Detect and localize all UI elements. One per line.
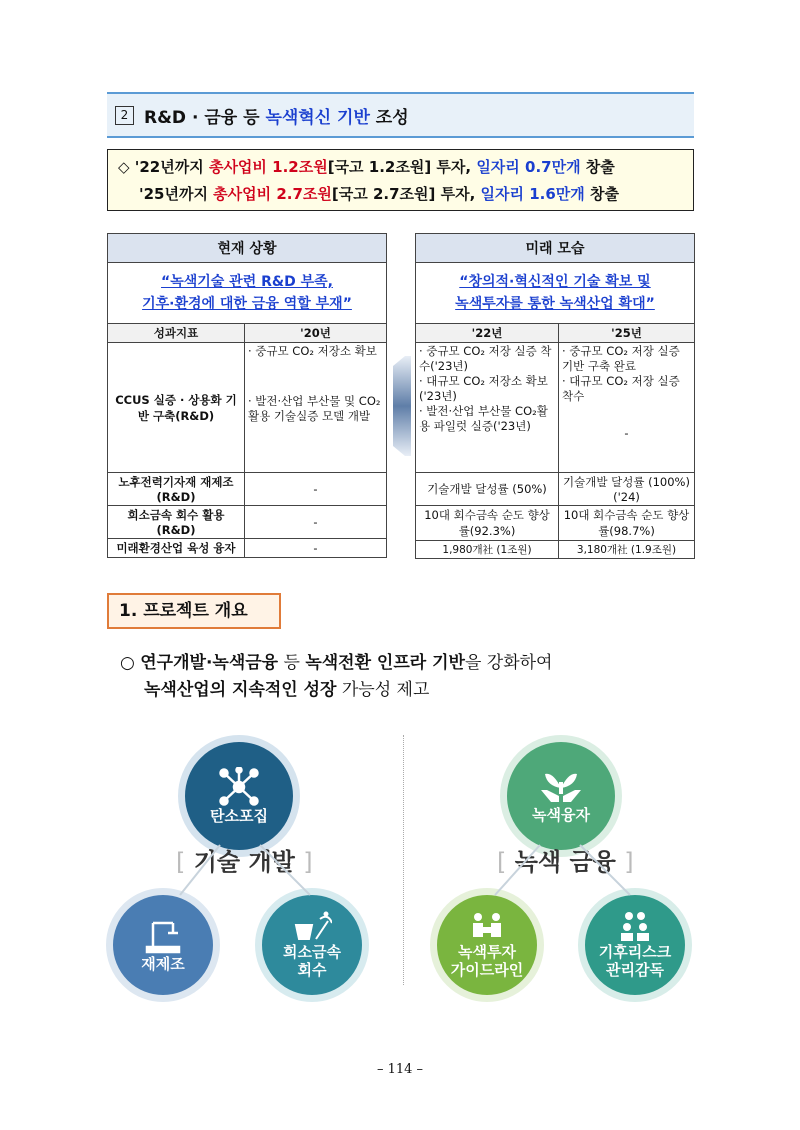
circle-bullet-icon: ○ xyxy=(120,653,135,673)
bracket-open: [ xyxy=(497,848,507,876)
cell-ccus-2022-a: · 중규모 CO₂ 저장 실증 착수('23년) xyxy=(419,344,552,373)
col-2022: '22년 xyxy=(416,324,559,343)
goal-detail: [국고 1.2조원] 투자, xyxy=(327,158,472,176)
rare-metal-circle xyxy=(255,888,369,1002)
robot-arm-icon xyxy=(143,917,183,955)
cell-rare-metal-2022: 10대 회수금속 순도 향상률(92.3%) xyxy=(416,506,559,541)
current-summary-line1: “녹색기술 관련 R&D 부족, xyxy=(161,274,333,290)
overview-text-3: 가능성 제고 xyxy=(336,680,430,700)
cell-ccus-2025 xyxy=(559,343,695,473)
people-money-icon xyxy=(467,911,507,943)
overview-bold-2: 녹색전환 인프라 기반 xyxy=(305,653,465,673)
row-label-rare-metal: 희소금속 회수 활용(R&D) xyxy=(108,506,245,539)
goal-jobs: 일자리 1.6만개 xyxy=(480,185,585,203)
goal-detail: [국고 2.7조원] 투자, xyxy=(331,185,476,203)
cell-ccus-2022-b: · 대규모 CO₂ 저장소 확보('23년) xyxy=(419,374,548,403)
goal-year: '25년까지 xyxy=(139,185,208,203)
connector-fin-left xyxy=(495,845,540,895)
overview-bold-3: 녹색산업의 지속적인 성장 xyxy=(144,680,337,700)
hands-plant-icon xyxy=(539,768,583,806)
remanufacture-label: 재제조 xyxy=(141,955,185,973)
overview-body xyxy=(120,650,700,704)
section-title-suffix: 조성 xyxy=(369,107,409,128)
connector-fin-right xyxy=(580,845,630,895)
diamond-bullet-icon: ◇ xyxy=(118,158,130,176)
carbon-capture-label: 탄소포집 xyxy=(210,807,268,825)
overview-title: 1. 프로젝트 개요 xyxy=(107,593,281,629)
col-2025: '25년 xyxy=(559,324,695,343)
bracket-close: ] xyxy=(624,848,634,876)
goal-tail: 창출 xyxy=(590,185,619,203)
current-status-table xyxy=(107,233,387,558)
goal-line-1 xyxy=(118,156,615,177)
col-2020: '20년 xyxy=(245,324,387,343)
cell-rare-metal-2020: - xyxy=(245,506,387,539)
cell-ccus-2020-b: · 발전·산업 부산물 및 CO₂활용 기술실증 모델 개발 xyxy=(248,394,381,423)
bracket-open: [ xyxy=(176,848,186,876)
cell-remanufacture-2025: 기술개발 달성률 (100%)('24) xyxy=(559,473,695,506)
molecule-icon xyxy=(216,767,262,807)
future-summary xyxy=(416,263,695,324)
connector-tech-left xyxy=(180,845,220,895)
cell-ccus-2020 xyxy=(245,343,387,473)
green-investment-circle xyxy=(430,888,544,1002)
cell-ccus-2020-a: · 중규모 CO₂ 저장소 확보 xyxy=(248,344,377,358)
cell-ccus-2022 xyxy=(416,343,559,473)
row-label-remanufacture: 노후전력기자재 재제조(R&D) xyxy=(108,473,245,506)
transition-arrow-icon xyxy=(393,356,411,456)
climate-risk-circle xyxy=(578,888,692,1002)
section-header xyxy=(107,92,694,138)
row-label-ccus: CCUS 실증 · 상용화 기반 구축(R&D) xyxy=(108,343,245,473)
overview-text-2: 을 강화하여 xyxy=(464,653,553,673)
remanufacture-circle xyxy=(106,888,220,1002)
cell-ccus-2025-c: - xyxy=(624,426,629,440)
climate-risk-label-2: 관리감독 xyxy=(606,961,664,979)
future-table xyxy=(415,233,695,559)
current-header: 현재 상황 xyxy=(108,234,387,263)
cell-loan-2020: - xyxy=(245,539,387,558)
green-investment-label-1: 녹색투자 xyxy=(458,943,516,961)
goal-year: '22년까지 xyxy=(134,158,204,176)
connector-tech-right xyxy=(260,845,313,895)
goals-box xyxy=(107,149,694,211)
section-title-prefix: R&D · 금융 등 xyxy=(144,107,266,128)
tech-group-label: 기술 개발 xyxy=(193,848,295,876)
goal-jobs: 일자리 0.7만개 xyxy=(476,158,581,176)
cell-rare-metal-2025: 10대 회수금속 순도 향상률(98.7%) xyxy=(559,506,695,541)
goal-line-2 xyxy=(139,183,619,204)
overview-text-1: 등 xyxy=(278,653,306,673)
climate-risk-label-1: 기후리스크 xyxy=(598,943,672,961)
cell-ccus-2022-c: · 발전·산업 부산물 CO₂활용 파일럿 실증('23년) xyxy=(419,404,548,433)
green-investment-label-2: 가이드라인 xyxy=(450,961,524,979)
cell-ccus-2025-a: · 중규모 CO₂ 저장 실증 기반 구축 완료 xyxy=(562,344,680,373)
section-title-highlight: 녹색혁신 기반 xyxy=(265,107,370,128)
cell-ccus-2025-b: · 대규모 CO₂ 저장 실증 착수 xyxy=(562,374,680,403)
rare-metal-label-1: 희소금속 xyxy=(283,943,341,961)
row-label-loan: 미래환경산업 육성 융자 xyxy=(108,539,245,558)
future-header: 미래 모습 xyxy=(416,234,695,263)
rare-metal-label-2: 회수 xyxy=(297,961,327,979)
page-number: – 114 – xyxy=(376,1062,424,1077)
cell-remanufacture-2020: - xyxy=(245,473,387,506)
current-summary xyxy=(108,263,387,324)
cell-remanufacture-2022: 기술개발 달성률 (50%) xyxy=(416,473,559,506)
future-summary-line2: 녹색투자를 통한 녹색산업 확대” xyxy=(455,296,655,312)
goal-tail: 창출 xyxy=(585,158,615,176)
col-kpi: 성과지표 xyxy=(108,324,245,343)
diagram-connectors xyxy=(150,835,670,905)
green-loan-label: 녹색융자 xyxy=(532,806,590,824)
cell-loan-2025: 3,180개社 (1.9조원) xyxy=(559,541,695,559)
future-summary-line1: “창의적·혁신적인 기술 확보 및 xyxy=(459,274,651,290)
section-number: 2 xyxy=(115,106,134,125)
goal-budget: 총사업비 2.7조원 xyxy=(213,185,332,203)
goal-budget: 총사업비 1.2조원 xyxy=(208,158,328,176)
gears-people-icon xyxy=(615,911,655,943)
pickaxe-icon xyxy=(292,911,332,943)
cell-loan-2022: 1,980개社 (1조원) xyxy=(416,541,559,559)
finance-group-label: 녹색 금융 xyxy=(514,848,616,876)
overview-bold-1: 연구개발·녹색금융 xyxy=(140,653,279,673)
bracket-close: ] xyxy=(303,848,313,876)
current-summary-line2: 기후·환경에 대한 금융 역할 부재” xyxy=(142,296,352,312)
